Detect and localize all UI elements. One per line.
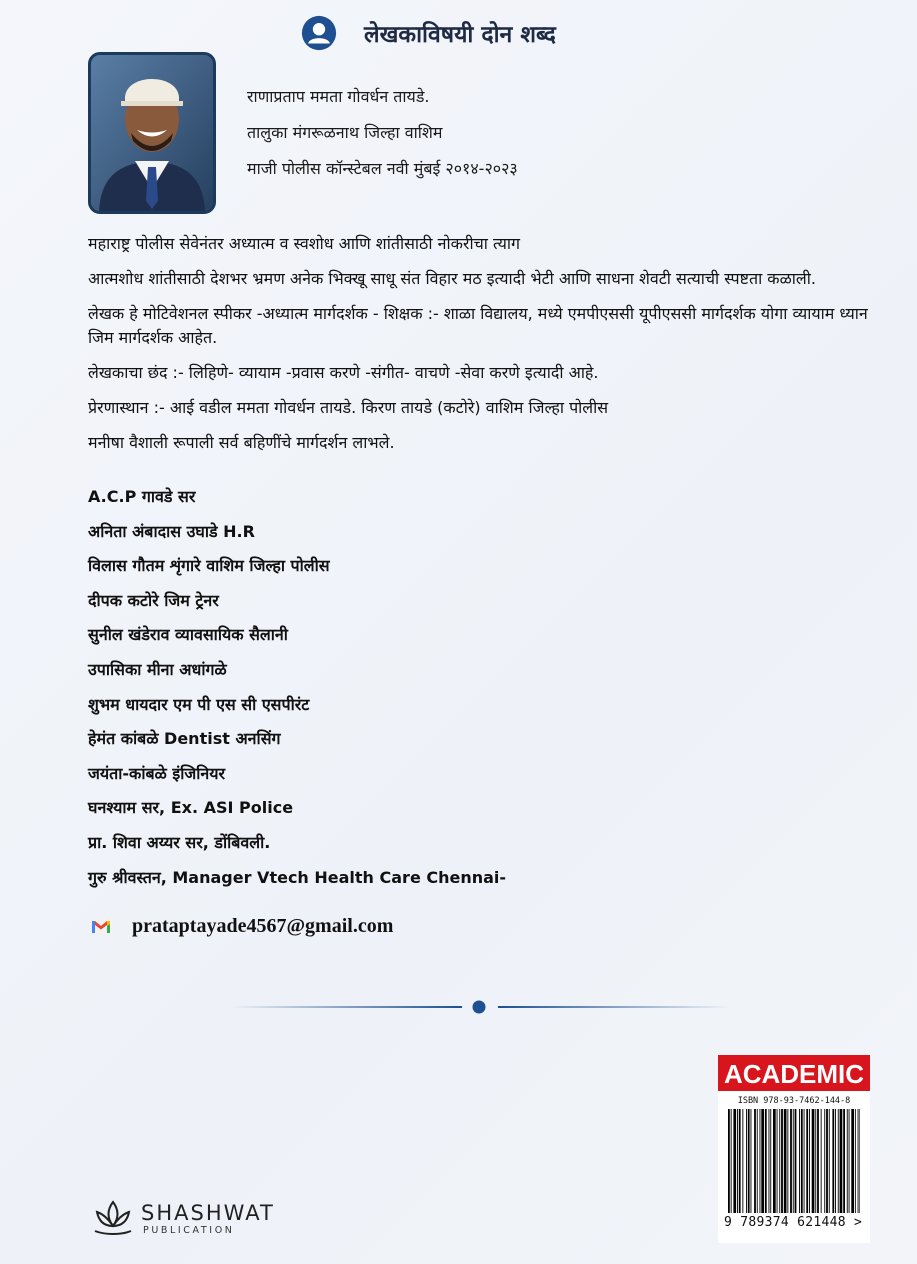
academic-label: ACADEMIC — [718, 1055, 870, 1091]
user-circle-icon — [300, 14, 338, 52]
list-item: गुरु श्रीवस्तन, Manager Vtech Health Care Chennai- — [88, 867, 507, 887]
list-item: प्रा. शिवा अय्यर सर, डोंबिवली. — [88, 832, 271, 852]
barcode-block — [718, 1055, 870, 1243]
author-name: राणाप्रताप ममता गोवर्धन तायडे. — [247, 87, 430, 106]
barcode-number: 9 789374 621448 > — [724, 1215, 863, 1230]
publisher-sub: PUBLICATION — [143, 1224, 235, 1236]
section-divider — [0, 998, 917, 1018]
bio-paragraph: महाराष्ट्र पोलीस सेवेनंतर अध्यात्म व स्वशोध आणि शांतीसाठी नोकरीचा त्याग — [88, 234, 521, 253]
list-item: हेमंत कांबळे Dentist अनसिंग — [88, 729, 281, 749]
author-service: माजी पोलीस कॉन्स्टेबल नवी मुंबई २०१४-२०२३ — [247, 159, 518, 178]
list-item: सुनील खंडेराव व्यावसायिक सैलानी — [88, 625, 288, 645]
list-item: अनिता अंबादास उघाडे H.R — [88, 521, 255, 541]
publisher-name: SHASHWAT — [141, 1200, 275, 1225]
bio-paragraph: आत्मशोध शांतीसाठी देशभर भ्रमण अनेक भिक्खू साधू संत विहार मठ इत्यादी भेटी आणि साधना शेवटी सत्याची स्पष्टता कळाली. — [88, 269, 816, 288]
list-item: उपासिका मीना अधांगळे — [88, 659, 227, 679]
author-location: तालुका मंगरूळनाथ जिल्हा वाशिम — [247, 123, 443, 142]
publisher-logo — [91, 1198, 275, 1238]
list-item: विलास गौतम शृंगारे वाशिम जिल्हा पोलीस — [88, 556, 330, 576]
author-photo — [88, 52, 216, 214]
page-title: लेखकाविषयी दोन शब्द — [364, 22, 556, 48]
gmail-icon — [90, 918, 112, 935]
list-item: घनश्याम सर, Ex. ASI Police — [88, 798, 294, 818]
isbn-text: ISBN 978-93-7462-144-8 — [737, 1096, 851, 1106]
author-info — [247, 85, 518, 193]
bio-paragraph: प्रेरणास्थान :- आई वडील ममता गोवर्धन तायडे. किरण तायडे (कटोरे) वाशिम जिल्हा पोलीस — [88, 398, 609, 417]
barcode-icon — [728, 1109, 860, 1213]
bio-paragraph: मनीषा वैशाली रूपाली सर्व बहिणींचे मार्गदर्शन लाभले. — [88, 433, 395, 452]
page-header — [300, 14, 556, 52]
list-item: जयंता-कांबळे इंजिनियर — [88, 763, 226, 783]
bio-paragraph: लेखकाचा छंद :- लिहिणे- व्यायाम -प्रवास करणे -संगीत- वाचणे -सेवा करणे इत्यादी आहे. — [88, 363, 599, 382]
email-contact[interactable] — [90, 915, 393, 938]
bio-section — [88, 232, 873, 466]
list-item: शुभम धायदार एम पी एस सी एसपीरंट — [88, 694, 310, 714]
acknowledgement-list — [88, 487, 506, 902]
bio-paragraph: लेखक हे मोटिवेशनल स्पीकर -अध्यात्म मार्गदर्शक - शिक्षक :- शाळा विद्यालय, मध्ये एमपीएससी यूपीएससी मार्गदर्शक योगा व्यायाम ध्यान जिम मार्गदर्शक आहेत. — [88, 304, 868, 347]
list-item: दीपक कटोरे जिम ट्रेनर — [88, 590, 219, 610]
lotus-icon — [91, 1198, 135, 1238]
list-item: A.C.P गावडे सर — [88, 487, 196, 506]
email-address[interactable]: prataptayade4567@gmail.com — [132, 915, 394, 937]
